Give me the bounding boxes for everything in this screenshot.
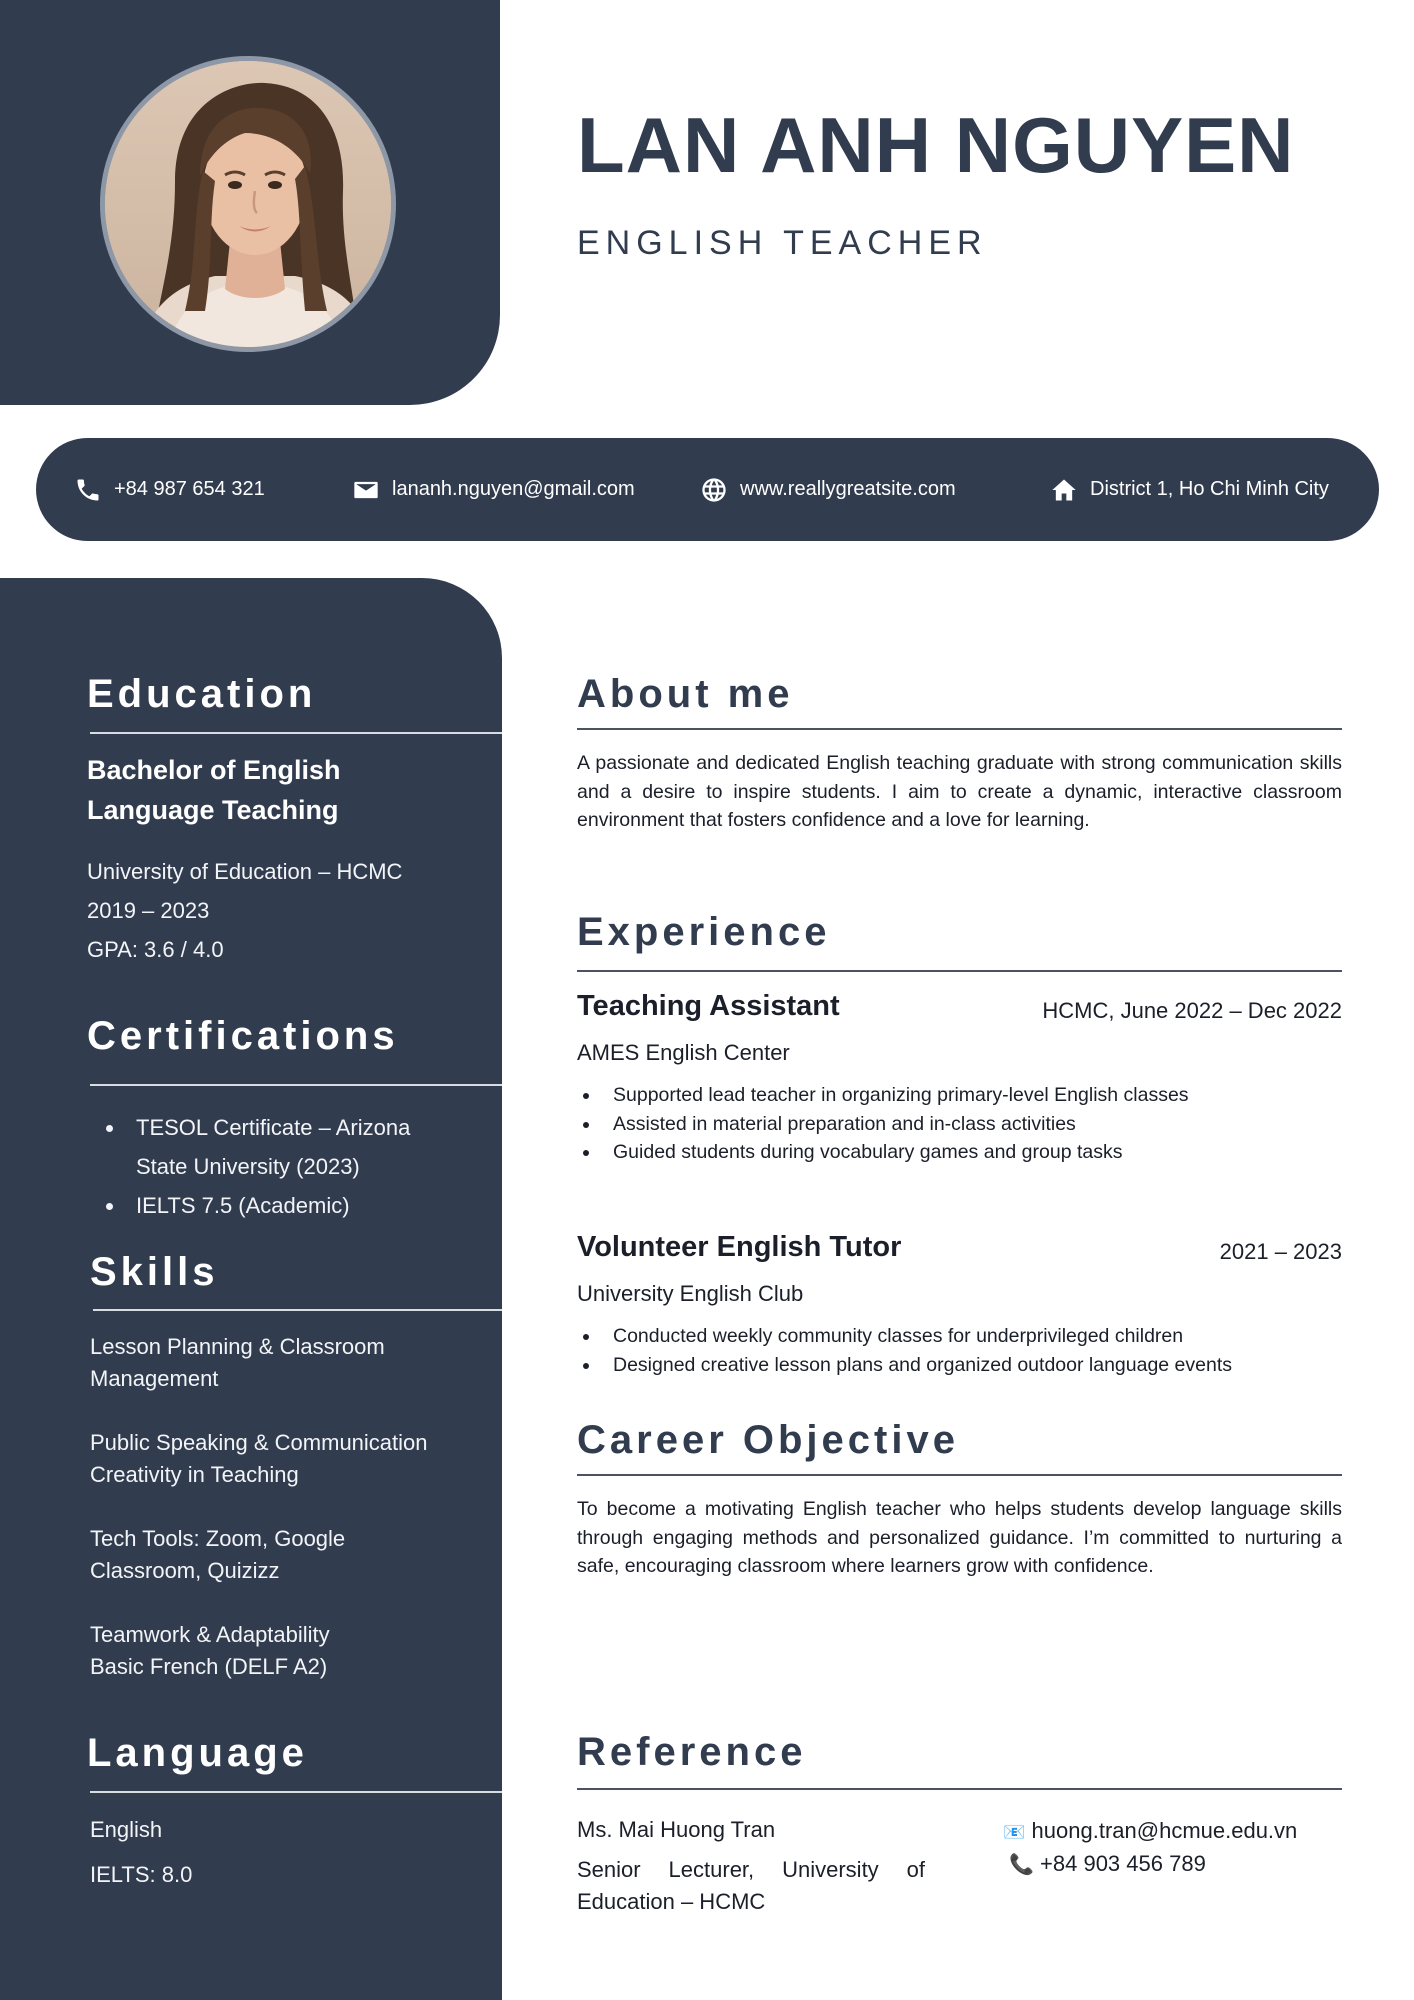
skill-item: Tech Tools: Zoom, Google Classroom, Quizizz	[90, 1526, 346, 1583]
skill-item: Lesson Planning & Classroom Management	[90, 1334, 385, 1391]
objective-text: To become a motivating English teacher who helps students develop language skills through engaging methods and personalized guidance. I’m committed to nurturing a safe, encouraging classroom where learners grow with confidence.	[577, 1498, 1342, 1577]
objective-heading: Career Objective	[577, 1418, 959, 1462]
reference-phone	[1009, 1848, 1206, 1881]
globe-icon	[700, 476, 728, 504]
job-bullet: • Guided students during vocabulary games and group tasks	[601, 1138, 1357, 1167]
skill-group	[90, 1331, 490, 1395]
reference-heading: Reference	[577, 1730, 807, 1774]
skill-group	[90, 1427, 490, 1491]
contact-email-text: lananh.nguyen@gmail.com	[392, 478, 635, 500]
job-bullet: • Supported lead teacher in organizing primary-level English classes	[601, 1081, 1357, 1110]
about-divider	[577, 728, 1342, 730]
experience-heading: Experience	[577, 910, 831, 954]
contact-email	[352, 438, 635, 541]
contact-phone-text: +84 987 654 321	[114, 478, 265, 500]
mail-icon	[352, 476, 380, 504]
home-icon	[1050, 476, 1078, 504]
skill-group	[90, 1619, 490, 1683]
phone-icon	[74, 476, 102, 504]
contact-address-text: District 1, Ho Chi Minh City	[1090, 478, 1329, 500]
education-divider	[90, 732, 502, 734]
contact-address	[1050, 438, 1329, 541]
reference-phone-text: +84 903 456 789	[1040, 1851, 1206, 1876]
reference-email-text: huong.tran@hcmue.edu.vn	[1031, 1818, 1298, 1843]
job-bullet: • Conducted weekly community classes for underprivileged children	[601, 1322, 1357, 1351]
reference-email	[1003, 1815, 1297, 1848]
language-divider	[90, 1791, 502, 1793]
skills-heading: Skills	[90, 1250, 219, 1294]
about-text: A passionate and dedicated English teaching graduate with strong communication skills and a desire to inspire students. I aim to create a dynamic, interactive classroom environment that fosters confidence and a love for learning.	[577, 752, 1342, 831]
about-heading: About me	[577, 672, 794, 716]
education-years: 2019 – 2023	[87, 898, 210, 923]
certifications-divider	[90, 1084, 502, 1086]
skill-group	[90, 1523, 450, 1587]
objective-divider	[577, 1474, 1342, 1476]
contact-phone	[74, 438, 265, 541]
reference-divider	[577, 1788, 1342, 1790]
job-title: ENGLISH TEACHER	[577, 224, 988, 262]
job-2-date: 2021 – 2023	[1219, 1239, 1342, 1264]
job-1-bullets	[577, 1081, 1357, 1167]
skill-item: Basic French (DELF A2)	[90, 1654, 328, 1679]
job-bullet: • Assisted in material preparation and in-class activities	[601, 1110, 1357, 1139]
job-bullet: • Designed creative lesson plans and organized outdoor language events	[601, 1351, 1357, 1380]
job-2-title: Volunteer English Tutor	[577, 1231, 902, 1263]
contact-website	[700, 438, 956, 541]
degree-line-1: Bachelor of English	[87, 755, 341, 785]
education-gpa: GPA: 3.6 / 4.0	[87, 937, 224, 962]
certification-item: • IELTS 7.5 (Academic)	[126, 1186, 458, 1225]
phone-icon: 📞	[1009, 1854, 1034, 1876]
experience-divider	[577, 970, 1342, 972]
job-1-title: Teaching Assistant	[577, 990, 840, 1022]
education-school: University of Education – HCMC	[87, 859, 403, 884]
contact-bar	[36, 438, 1379, 541]
envelope-icon: 📧	[1003, 1822, 1026, 1842]
contact-website-text: www.reallygreatsite.com	[740, 478, 956, 500]
skill-item: Public Speaking & Communication	[90, 1430, 428, 1455]
sidebar	[0, 578, 502, 2000]
language-name: English	[90, 1817, 163, 1842]
skill-item: Creativity in Teaching	[90, 1462, 299, 1487]
skills-divider	[93, 1309, 502, 1311]
candidate-name: LAN ANH NGUYEN	[577, 101, 1295, 189]
language-heading: Language	[87, 1731, 308, 1775]
profile-photo	[100, 56, 396, 352]
job-1-date: HCMC, June 2022 – Dec 2022	[1042, 998, 1342, 1023]
degree-line-2: Language Teaching	[87, 795, 339, 825]
certifications-heading: Certifications	[87, 1014, 399, 1058]
education-heading: Education	[87, 672, 317, 716]
reference-role: Senior Lecturer, University of Education – HCMC	[577, 1857, 925, 1914]
job-1-org: AMES English Center	[577, 1040, 790, 1065]
certification-item: • TESOL Certificate – Arizona State University (2023)	[126, 1108, 458, 1186]
language-score: IELTS: 8.0	[90, 1862, 193, 1887]
certifications-list	[98, 1108, 458, 1225]
job-2-org: University English Club	[577, 1281, 804, 1306]
reference-name: Ms. Mai Huong Tran	[577, 1817, 776, 1842]
skill-item: Teamwork & Adaptability	[90, 1622, 330, 1647]
job-2-bullets	[577, 1322, 1357, 1379]
